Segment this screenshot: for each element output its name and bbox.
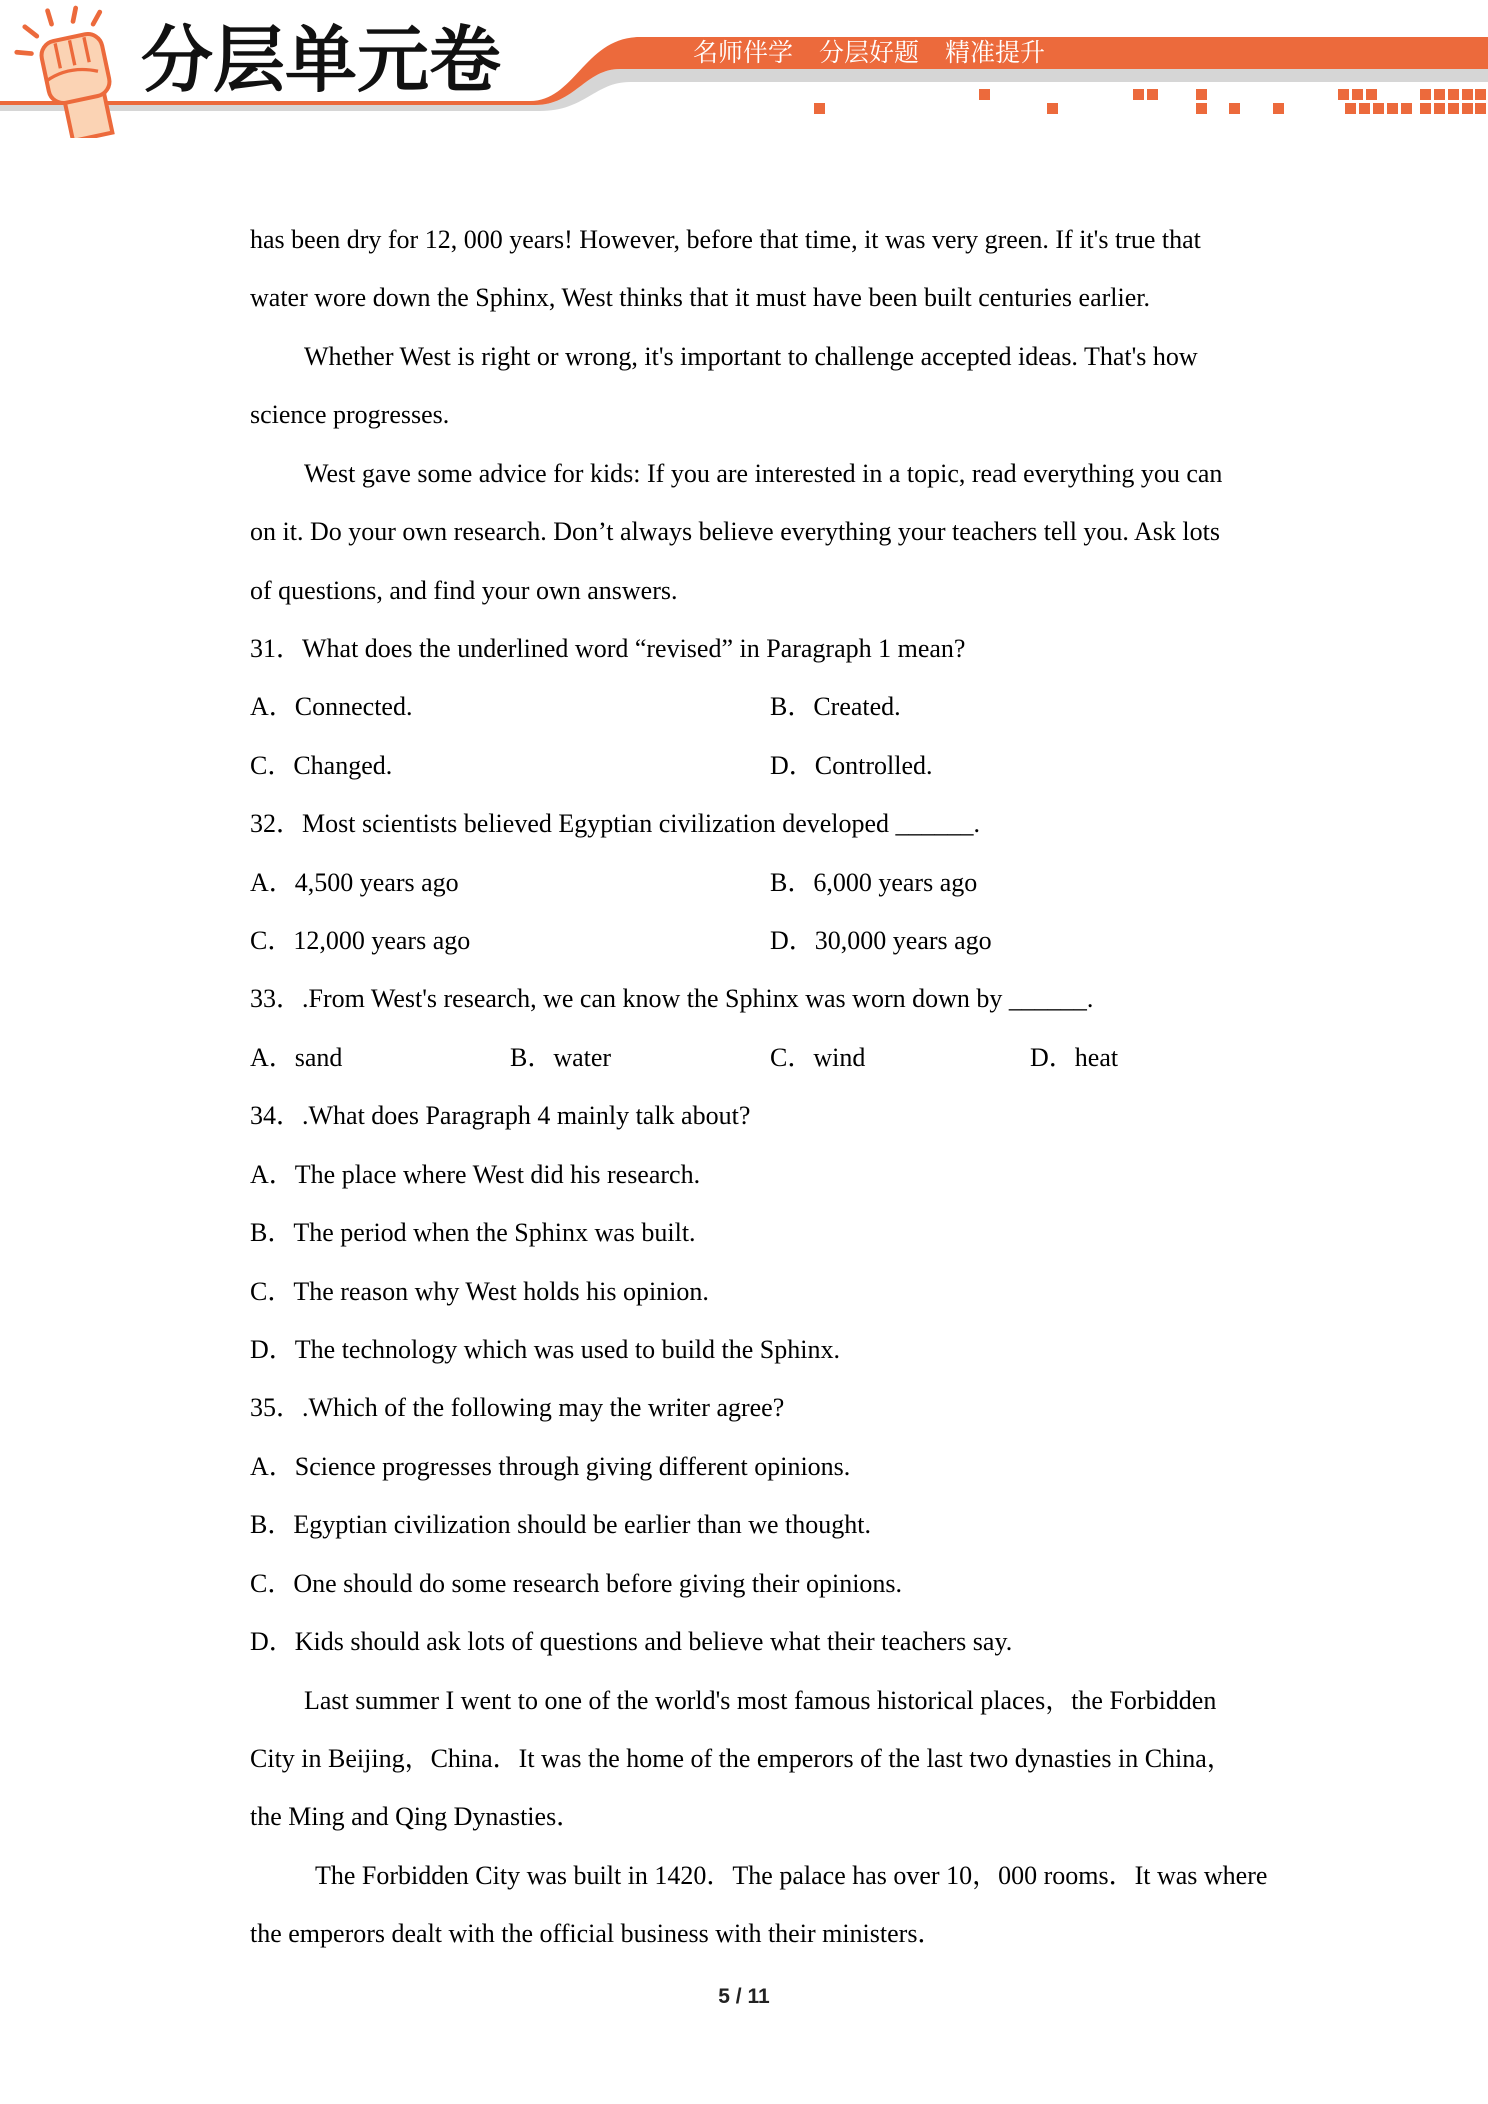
option-c: C．wind [770, 1042, 866, 1072]
option-b: B．6,000 years ago [770, 867, 978, 897]
question-35 [250, 1379, 1250, 1671]
options-row [250, 737, 1250, 795]
option-b: B．water [510, 1042, 612, 1072]
decor-square [1475, 103, 1486, 114]
option-d: D．heat [1030, 1042, 1119, 1072]
question-34 [250, 1087, 1250, 1379]
decor-square [1345, 103, 1356, 114]
question-32 [250, 795, 1250, 970]
decor-square [1147, 89, 1158, 100]
options-row [250, 854, 1250, 912]
question-stem: 35．.Which of the following may the writer agree? [250, 1393, 785, 1423]
decor-square [1434, 89, 1445, 100]
option-a: A．4,500 years ago [250, 867, 459, 897]
passage-line: West gave some advice for kids: If you are interested in a topic, read everything you can [304, 458, 1223, 488]
slogan-item: 名师伴学 [693, 38, 794, 67]
passage-line: Last summer I went to one of the world's most famous historical places，the Forbidden [304, 1685, 1217, 1715]
passage-line: The Forbidden City was built in 1420．The palace has over 10，000 rooms．It was where [315, 1860, 1268, 1890]
option-b: B．Egyptian civilization should be earlier than we thought. [250, 1510, 871, 1540]
option-d: D．Controlled. [770, 750, 933, 780]
decor-square [1420, 103, 1431, 114]
decor-square [1373, 103, 1384, 114]
decor-square [1133, 89, 1144, 100]
option-a: A．Science progresses through giving different opinions. [250, 1451, 851, 1481]
decor-square [1352, 89, 1363, 100]
decor-square [814, 103, 825, 114]
option-b: B．The period when the Sphinx was built. [250, 1218, 696, 1248]
option-d: D．The technology which was used to build the Sphinx. [250, 1335, 840, 1365]
passage-line: water wore down the Sphinx, West thinks that it must have been built centuries earlier. [250, 283, 1150, 313]
option-a: A．sand [250, 1042, 343, 1072]
document-body [250, 211, 1268, 1964]
decor-square [1047, 103, 1058, 114]
options-row [250, 1029, 1250, 1087]
option-a: A．The place where West did his research. [250, 1159, 701, 1189]
decor-square [1273, 103, 1284, 114]
decor-square [1462, 103, 1473, 114]
decor-square [1366, 89, 1377, 100]
option-c: C．One should do some research before giving their opinions. [250, 1568, 903, 1598]
decor-square [1475, 89, 1486, 100]
decor-square [1359, 103, 1370, 114]
decor-square [1229, 103, 1240, 114]
decor-square [1434, 103, 1445, 114]
question-stem: 34．.What does Paragraph 4 mainly talk about? [250, 1101, 751, 1131]
decor-square [1420, 89, 1431, 100]
decorative-squares [814, 89, 1486, 114]
option-d: D．Kids should ask lots of questions and believe what their teachers say. [250, 1627, 1013, 1657]
passage-forbidden-city [250, 1672, 1268, 1964]
passage-line: of questions, and find your own answers. [250, 575, 678, 605]
decor-square [1196, 103, 1207, 114]
option-b: B．Created. [770, 692, 901, 722]
option-c: C．Changed. [250, 750, 393, 780]
decor-square [1387, 103, 1398, 114]
decor-square [1338, 89, 1349, 100]
passage-line: on it. Do your own research. Don’t always believe everything your teachers tell you. Ask lots [250, 517, 1220, 547]
option-c: C．12,000 years ago [250, 926, 471, 956]
option-d: D．30,000 years ago [770, 926, 992, 956]
options-row [250, 678, 1250, 736]
decor-square [1448, 103, 1459, 114]
raised-fist-icon [6, 4, 140, 138]
decor-square [1448, 89, 1459, 100]
slogan-banner-text [693, 37, 1071, 69]
slogan-item: 精准提升 [945, 38, 1046, 67]
passage-continuation [250, 211, 1250, 620]
question-33 [250, 970, 1250, 1087]
decor-square [1462, 89, 1473, 100]
page-number: 5 / 11 [718, 1985, 770, 2008]
options-row [250, 912, 1250, 970]
passage-line: the Ming and Qing Dynasties． [250, 1802, 583, 1832]
passage-line: City in Beijing，China．It was the home of the emperors of the last two dynasties in China， [250, 1743, 1233, 1773]
question-stem: 32．Most scientists believed Egyptian civilization developed ______. [250, 809, 981, 839]
brand-title: 分层单元卷 [141, 18, 502, 102]
passage-line: science progresses. [250, 400, 450, 430]
passage-line: the emperors dealt with the official business with their ministers． [250, 1919, 944, 1949]
decor-square [1401, 103, 1412, 114]
passage-line: has been dry for 12, 000 years! However, before that time, it was very green. If it's true that [250, 225, 1201, 254]
option-a: A．Connected. [250, 692, 413, 722]
question-stem: 33．.From West's research, we can know the Sphinx was worn down by ______. [250, 984, 1094, 1014]
decor-square [979, 89, 990, 100]
question-stem: 31．What does the underlined word “revised” in Paragraph 1 mean? [250, 633, 966, 663]
question-31 [250, 620, 1250, 795]
slogan-item: 分层好题 [819, 38, 920, 67]
passage-line: Whether West is right or wrong, it's important to challenge accepted ideas. That's how [304, 341, 1198, 371]
option-c: C．The reason why West holds his opinion. [250, 1276, 709, 1306]
decor-square [1196, 89, 1207, 100]
